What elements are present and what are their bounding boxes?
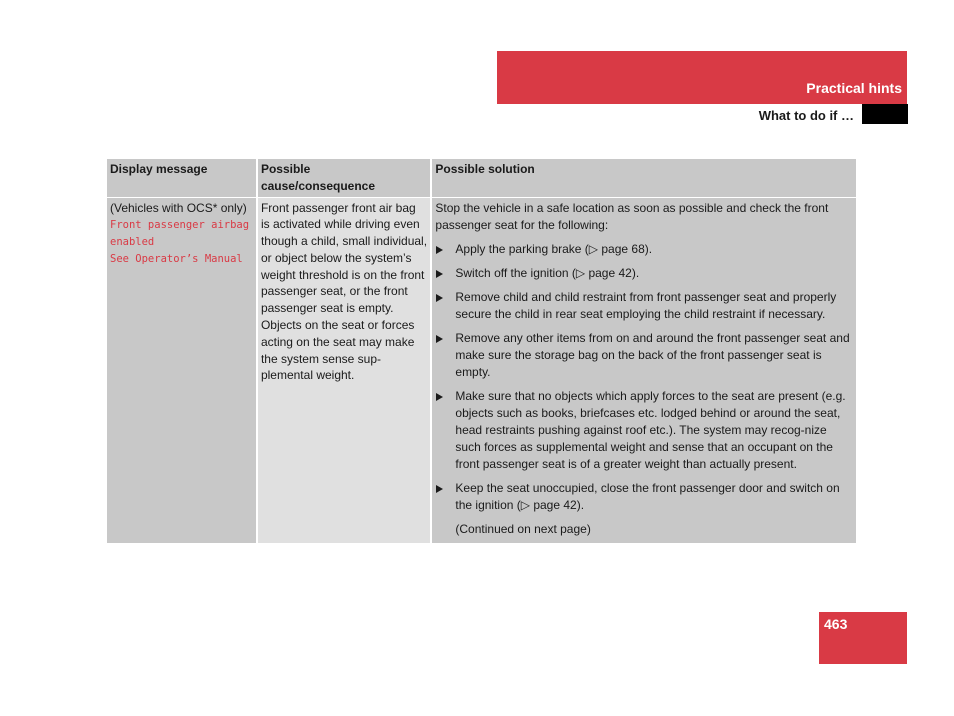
continued-note: (Continued on next page) [455, 521, 591, 536]
solution-step [435, 330, 853, 381]
display-note: (Vehicles with OCS* only) [110, 200, 247, 215]
bullet-arrow-icon [436, 393, 443, 401]
header-display-message: Display message [107, 159, 257, 197]
table-row [107, 197, 856, 543]
solution-step-text: Apply the parking brake (▷ page 68). [455, 241, 653, 256]
bullet-arrow-icon [436, 485, 443, 493]
header-possible-cause: Possible cause/consequence [257, 159, 431, 197]
page-number: 463 [824, 616, 848, 632]
solution-step-text: Keep the seat unoccupied, close the front passenger door and switch on the ignition (▷ page 42). [455, 480, 840, 512]
hints-table [107, 159, 856, 543]
bullet-arrow-icon [436, 246, 443, 254]
solution-step [435, 241, 853, 258]
solution-step-text: Make sure that no objects which apply forces to the seat are present (e.g. objects such as books, briefcases etc. lodged behind or around the seat, head restraints pushing against roof etc.). The system may recog-nize such forces as supplemental weight and sense that an occupant on the front passenger seat is of a greater weight than actually present. [455, 388, 846, 471]
header-possible-solution: Possible solution [431, 159, 856, 197]
solution-step [435, 388, 853, 473]
solution-intro: Stop the vehicle in a safe location as soon as possible and check the front passenger seat for the following: [435, 200, 829, 232]
cause-text: Front passenger front air bag is activated while driving even though a child, small individual, or object below the system’s weight threshold is on the front passenger seat, or the front passenger seat is empty. Objects on the seat or forces acting on the seat may make the system sense sup-plemental weight. [260, 200, 428, 383]
table-header-row [107, 159, 856, 197]
display-line: Front passenger airbag [110, 218, 250, 231]
solution-step [435, 265, 853, 282]
display-line: See Operator’s Manual [110, 252, 243, 265]
section-marker-tab [862, 104, 908, 124]
solution-step [435, 480, 853, 514]
section-header-band [497, 51, 907, 104]
display-line: enabled [110, 235, 155, 248]
subsection-title: What to do if … [758, 108, 854, 123]
bullet-arrow-icon [436, 335, 443, 343]
bullet-arrow-icon [436, 294, 443, 302]
cause-cell [257, 197, 431, 543]
display-message-cell [107, 197, 257, 543]
solution-step [435, 289, 853, 323]
bullet-arrow-icon [436, 270, 443, 278]
solution-cell [431, 197, 856, 543]
solution-step-text: Switch off the ignition (▷ page 42). [455, 265, 640, 280]
section-title: Practical hints [806, 80, 902, 96]
solution-step-text: Remove any other items from on and around the front passenger seat and make sure the storage bag on the back of the front passenger seat is empty. [455, 330, 850, 379]
solution-step-text: Remove child and child restraint from front passenger seat and properly secure the child in rear seat employing the child restraint if necessary. [455, 289, 837, 321]
